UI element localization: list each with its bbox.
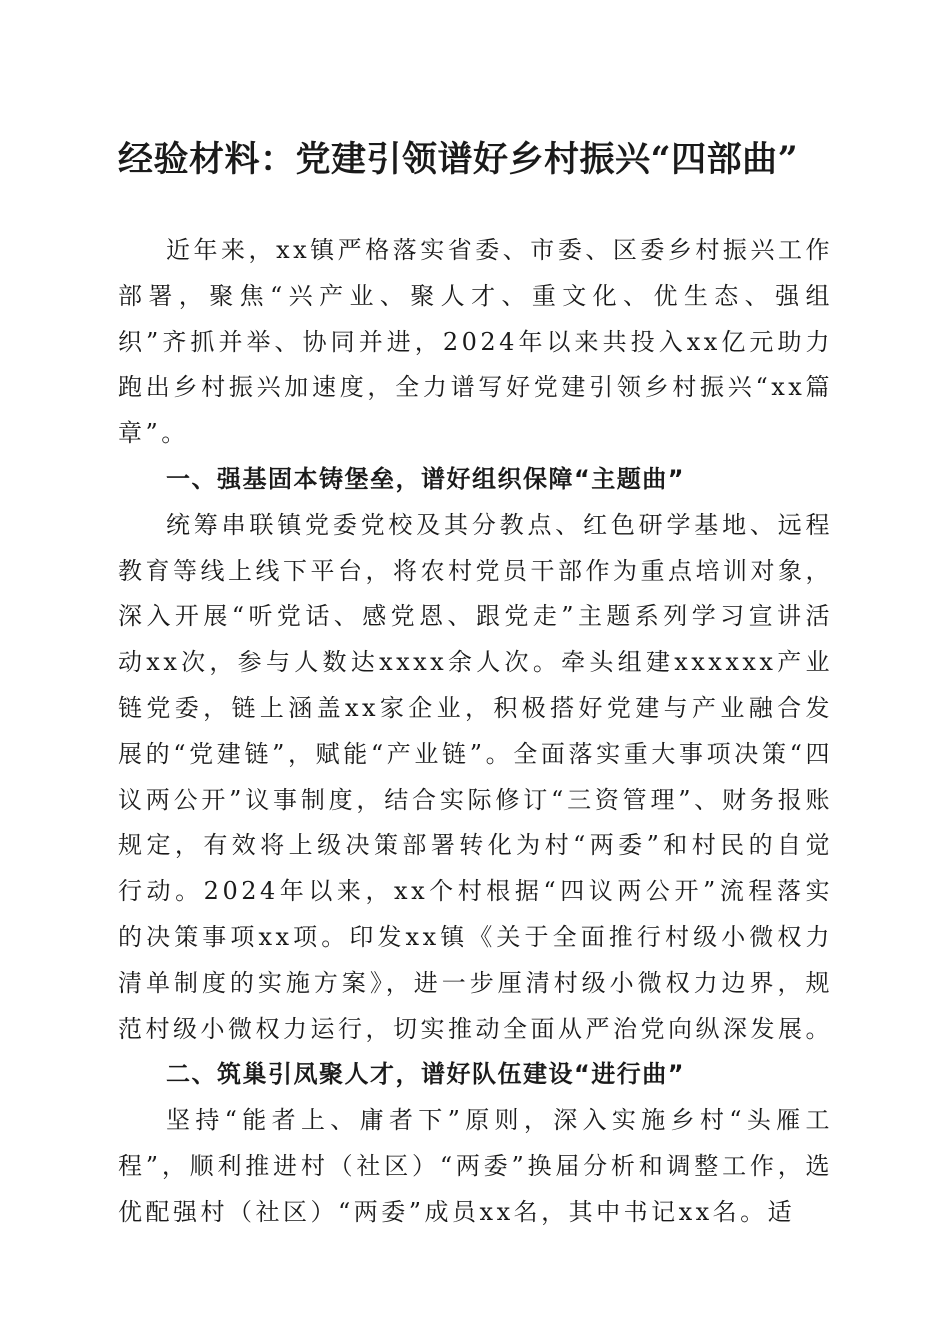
section-1-heading: 一、强基固本铸堡垒，谱好组织保障“主题曲” xyxy=(166,464,686,493)
intro-paragraph: 近年来，xx镇严格落实省委、市委、区委乡村振兴工作部署，聚焦“兴产业、聚人才、重文化、优生态、强组织”齐抓并举、协同并进，2024年以来共投入xx亿元助力跑出乡村振兴加速度，全力谱写好党建引领乡村振兴“xx篇章”。 xyxy=(118,236,833,448)
document-body xyxy=(118,228,833,1236)
section-2-heading: 二、筑巢引凤聚人才，谱好队伍建设“进行曲” xyxy=(166,1060,686,1089)
section-1-paragraph: 统筹串联镇党委党校及其分教点、红色研学基地、远程教育等线上线下平台，将农村党员干部作为重点培训对象，深入开展“听党话、感党恩、跟党走”主题系列学习宣讲活动xx次，参与人数达xxxx余人次。牵头组建xxxxxx产业链党委，链上涵盖xx家企业，积极搭好党建与产业融合发展的“党建链”，赋能“产业链”。全面落实重大事项决策“四议两公开”议事制度，结合实际修订“三资管理”、财务报账规定，有效将上级决策部署转化为村“两委”和村民的自觉行动。2024年以来，xx个村根据“四议两公开”流程落实的决策事项xx项。印发xx镇《关于全面推行村级小微权力清单制度的实施方案》，进一步厘清村级小微权力边界，规范村级小微权力运行，切实推动全面从严治党向纵深发展。 xyxy=(118,510,833,1043)
document-title: 经验材料：党建引领谱好乡村振兴“四部曲” xyxy=(118,139,799,180)
section-2-paragraph: 坚持“能者上、庸者下”原则，深入实施乡村“头雁工程”，顺利推进村（社区）“两委”换届分析和调整工作，选优配强村（社区）“两委”成员xx名，其中书记xx名。适 xyxy=(118,1106,833,1226)
